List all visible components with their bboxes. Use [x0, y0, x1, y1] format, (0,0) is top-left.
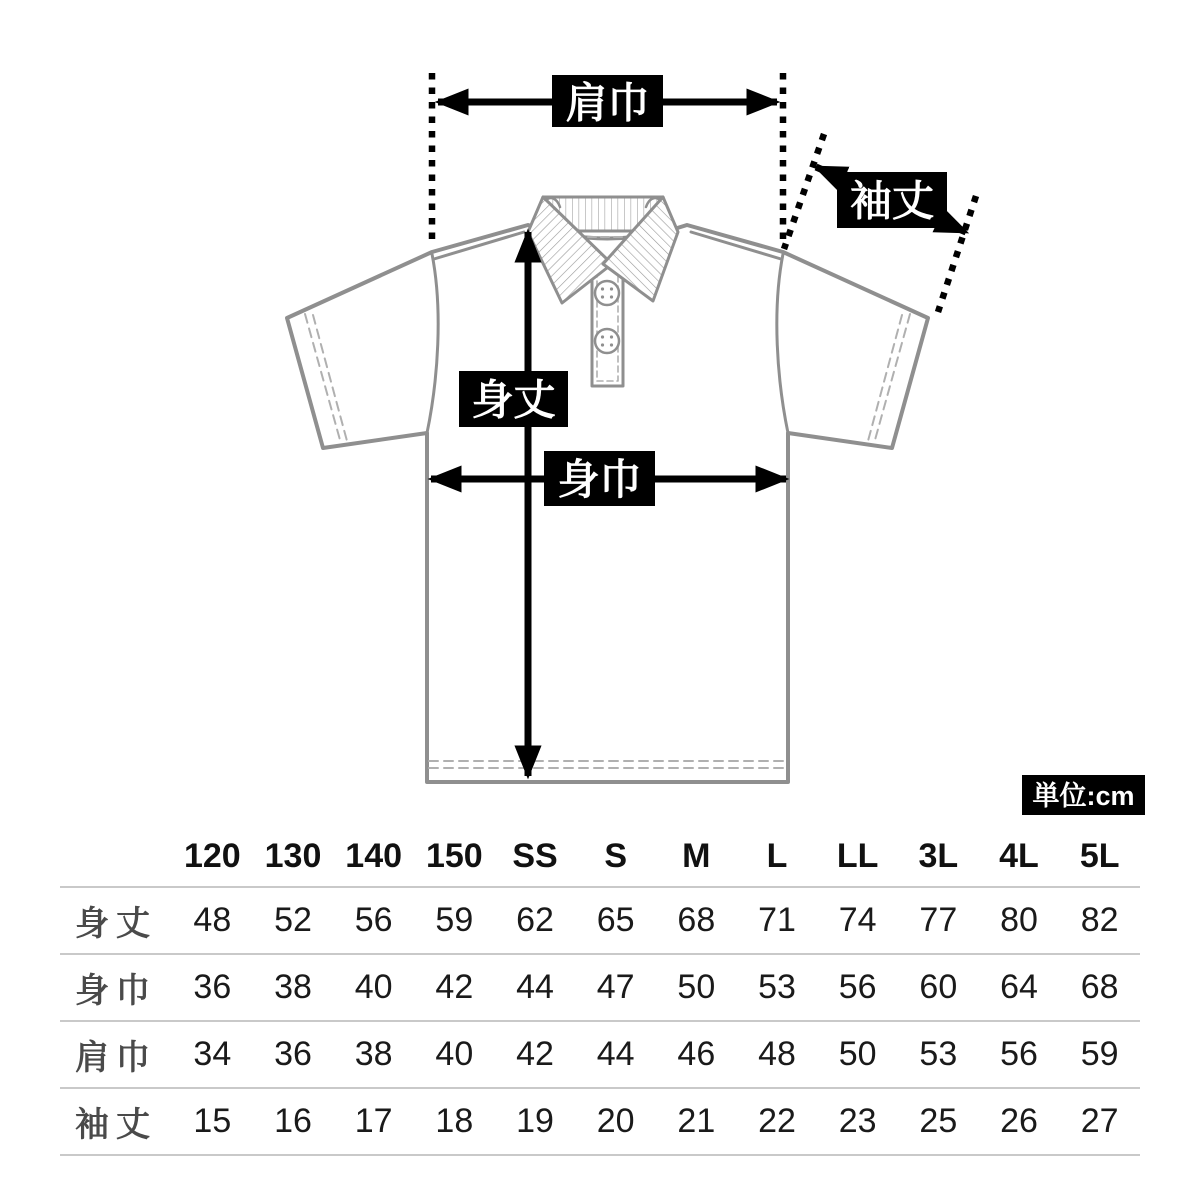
size-cell: 64 [1000, 968, 1038, 1006]
size-cell: 74 [838, 901, 877, 939]
size-cell: 15 [193, 1102, 232, 1140]
size-cell: 80 [1000, 901, 1038, 939]
size-cell: 36 [193, 968, 232, 1006]
size-cell: 53 [919, 1035, 958, 1073]
column-header: 130 [264, 836, 322, 875]
size-cell: 42 [516, 1035, 554, 1073]
size-cell: 47 [596, 968, 635, 1006]
column-header: 3L [918, 836, 959, 875]
size-cell: 36 [274, 1035, 312, 1073]
size-cell: 59 [435, 901, 474, 939]
body-length-label: 身丈 [471, 376, 556, 424]
column-header: S [604, 836, 627, 875]
size-cell: 20 [596, 1102, 635, 1140]
row-label: 袖丈 [75, 1106, 157, 1144]
size-table-header-row [60, 826, 1140, 888]
size-cell: 56 [838, 968, 877, 1006]
button-bottom [595, 329, 619, 353]
button-top [595, 281, 619, 305]
size-cell: 53 [758, 968, 796, 1006]
size-table [60, 826, 1140, 1156]
column-header: 120 [183, 836, 241, 875]
column-header: SS [512, 836, 558, 875]
row-label: 身丈 [75, 905, 157, 943]
size-cell: 77 [919, 901, 958, 939]
size-cell: 56 [354, 901, 393, 939]
size-cell: 40 [354, 968, 393, 1006]
table-row-shoulder-width [60, 1022, 1140, 1089]
size-cell: 38 [354, 1035, 393, 1073]
body-width-label: 身巾 [557, 456, 642, 503]
shoulder-width-label: 肩巾 [565, 79, 650, 127]
column-header: 4L [999, 836, 1039, 875]
column-header: 140 [345, 836, 403, 875]
unit-badge [1022, 775, 1145, 815]
unit-badge-label: 単位:cm [1032, 781, 1135, 811]
size-cell: 82 [1080, 901, 1119, 939]
size-cell: 16 [274, 1102, 312, 1140]
size-cell: 44 [596, 1035, 635, 1073]
size-cell: 25 [919, 1102, 958, 1140]
sleeve-length-dotted-line-shoulder [784, 134, 824, 249]
sleeve-length-label: 袖丈 [849, 177, 935, 225]
size-cell: 34 [193, 1035, 232, 1073]
table-row-body-length [60, 888, 1140, 955]
size-cell: 60 [919, 968, 958, 1006]
column-header: LL [836, 836, 879, 875]
size-cell: 48 [758, 1035, 796, 1073]
size-cell: 52 [274, 901, 312, 939]
size-cell: 23 [838, 1102, 877, 1140]
row-label: 肩巾 [75, 1039, 157, 1077]
table-row-sleeve-length [60, 1089, 1140, 1156]
size-cell: 21 [677, 1102, 716, 1140]
size-cell: 42 [435, 968, 474, 1006]
size-cell: 68 [677, 901, 716, 939]
row-label: 身巾 [75, 972, 157, 1010]
size-cell: 56 [1000, 1035, 1038, 1073]
size-cell: 48 [193, 901, 232, 939]
size-cell: 40 [435, 1035, 474, 1073]
size-cell: 59 [1080, 1035, 1119, 1073]
table-row-body-width [60, 955, 1140, 1022]
size-cell: 26 [1000, 1102, 1038, 1140]
column-header: M [682, 836, 711, 875]
size-cell: 19 [516, 1102, 554, 1140]
size-cell: 50 [677, 968, 716, 1006]
size-cell: 38 [274, 968, 312, 1006]
size-cell: 50 [838, 1035, 877, 1073]
column-header: 150 [425, 836, 483, 875]
column-header: L [766, 836, 788, 875]
size-cell: 44 [516, 968, 554, 1006]
size-cell: 22 [758, 1102, 796, 1140]
size-cell: 68 [1080, 968, 1119, 1006]
size-cell: 17 [354, 1102, 393, 1140]
size-cell: 27 [1080, 1102, 1119, 1140]
column-header: 5L [1079, 836, 1120, 875]
size-cell: 62 [516, 901, 554, 939]
size-cell: 71 [758, 901, 796, 939]
size-cell: 46 [677, 1035, 716, 1073]
size-cell: 65 [596, 901, 635, 939]
size-cell: 18 [435, 1102, 474, 1140]
